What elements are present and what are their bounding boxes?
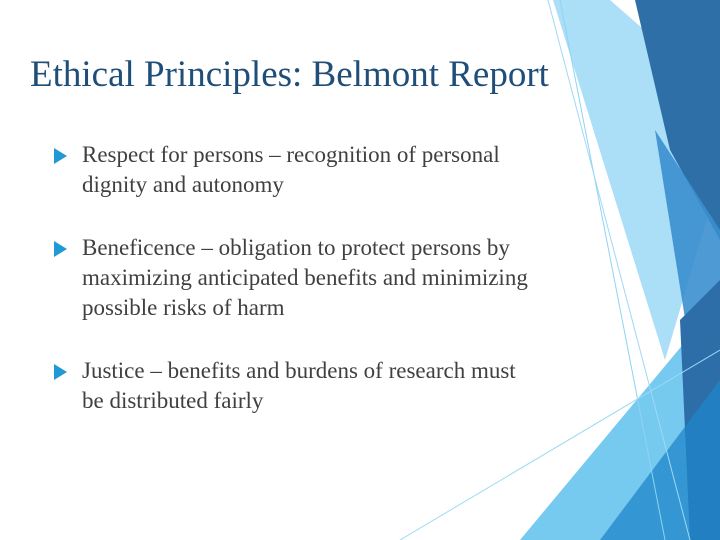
bullet-text: Justice – benefits and burdens of research must be distributed fairly bbox=[82, 358, 516, 413]
triangle-bullet-icon bbox=[54, 148, 67, 164]
bullet-item-respect-for-persons bbox=[52, 140, 532, 200]
bullet-item-beneficence bbox=[52, 233, 532, 323]
slide-title: Ethical Principles: Belmont Report bbox=[30, 54, 549, 95]
triangle-bullet-icon bbox=[54, 241, 67, 257]
bullet-item-justice bbox=[52, 356, 532, 416]
bullet-text: Respect for persons – recognition of personal dignity and autonomy bbox=[82, 142, 500, 197]
triangle-bullet-icon bbox=[54, 364, 67, 380]
bullet-list bbox=[52, 140, 532, 449]
bullet-text: Beneficence – obligation to protect persons by maximizing anticipated benefits and minimizing possible risks of harm bbox=[82, 235, 528, 320]
